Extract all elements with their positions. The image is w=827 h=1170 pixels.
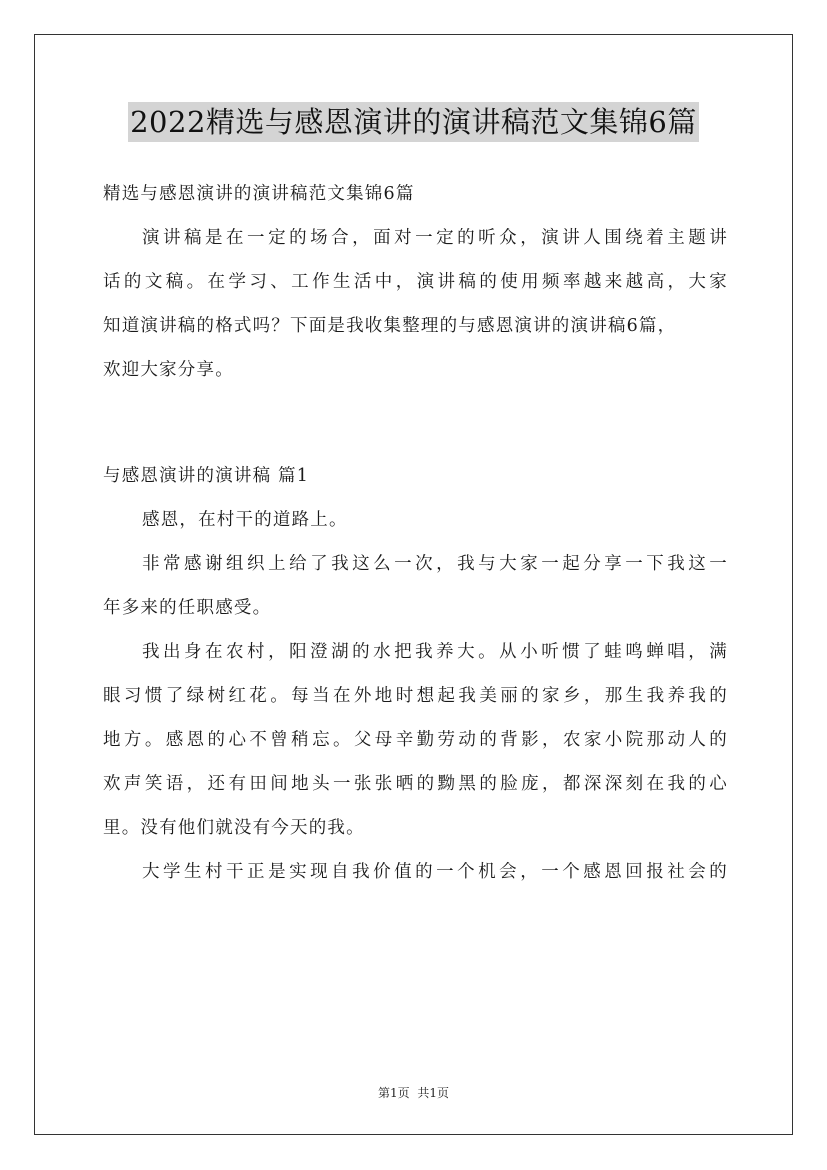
title-container	[0, 102, 827, 142]
document-title: 2022精选与感恩演讲的演讲稿范文集锦6篇	[128, 102, 699, 142]
page-total: 共1页	[417, 1086, 450, 1100]
page-footer	[0, 1084, 827, 1101]
body-line-7: 欢声笑语，还有田间地头一张张晒的黝黑的脸庞，都深深刻在我的心	[103, 774, 728, 794]
body-line-1: 感恩，在村干的道路上。	[142, 510, 348, 530]
intro-line-1: 演讲稿是在一定的场合，面对一定的听众，演讲人围绕着主题讲	[142, 228, 728, 248]
body-line-8: 里。没有他们就没有今天的我。	[103, 818, 365, 838]
body-line-3: 年多来的任职感受。	[103, 598, 272, 618]
body-line-2: 非常感谢组织上给了我这么一次，我与大家一起分享一下我这一	[142, 554, 728, 574]
intro-line-2: 话的文稿。在学习、工作生活中，演讲稿的使用频率越来越高，大家	[103, 272, 728, 292]
document-body	[103, 172, 728, 894]
body-line-5: 眼习惯了绿树红花。每当在外地时想起我美丽的家乡，那生我养我的	[103, 686, 728, 706]
intro-line-4: 欢迎大家分享。	[103, 360, 234, 380]
body-line-6: 地方。感恩的心不曾稍忘。父母辛勤劳动的背影，农家小院那动人的	[103, 730, 728, 750]
body-line-4: 我出身在农村，阳澄湖的水把我养大。从小听惯了蛙鸣蝉唱，满	[142, 642, 728, 662]
intro-line-3: 知道演讲稿的格式吗？下面是我收集整理的与感恩演讲的演讲稿6篇，	[103, 316, 677, 336]
document-subtitle: 精选与感恩演讲的演讲稿范文集锦6篇	[103, 184, 415, 204]
body-line-9: 大学生村干正是实现自我价值的一个机会，一个感恩回报社会的	[142, 862, 728, 882]
section-heading: 与感恩演讲的演讲稿 篇1	[103, 466, 310, 486]
page-number: 第1页	[377, 1086, 410, 1100]
section-gap	[103, 392, 728, 454]
